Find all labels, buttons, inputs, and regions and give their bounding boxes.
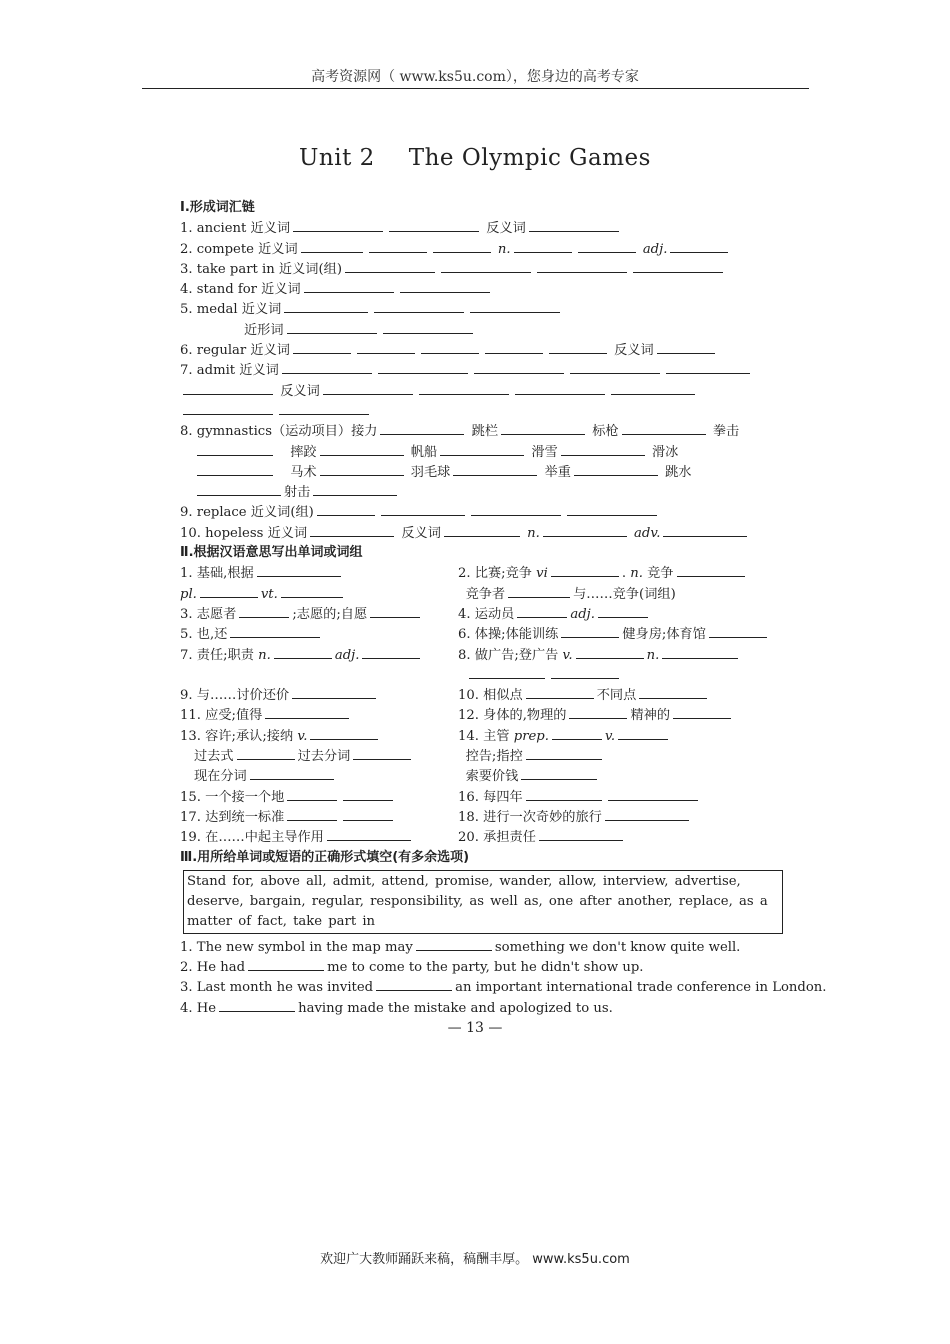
answer-blank[interactable] <box>421 340 479 354</box>
item-3-take-part-in: 3. take part in 近义词(组) <box>180 259 785 279</box>
answer-blank[interactable] <box>709 624 767 638</box>
answer-blank[interactable] <box>529 218 619 232</box>
answer-blank[interactable] <box>570 360 660 374</box>
answer-blank[interactable] <box>304 279 394 293</box>
answer-blank[interactable] <box>433 239 491 253</box>
item-7-admit-antonym-cont <box>180 401 785 421</box>
item-2-compete: 2. compete 近义词 n. adj. <box>180 239 785 259</box>
answer-blank[interactable] <box>287 787 337 801</box>
answer-blank[interactable] <box>301 239 363 253</box>
answer-blank[interactable] <box>389 218 479 232</box>
item-6-regular: 6. regular 近义词 反义词 <box>180 340 785 360</box>
item-8-gymnastics-row4: 射击 <box>180 482 785 502</box>
answer-blank[interactable] <box>323 381 413 395</box>
answer-blank[interactable] <box>526 685 594 699</box>
section-2-row-1: 1. 基础,根据 2. 比赛;竞争 vi . n. 竞争 <box>180 563 785 583</box>
answer-blank[interactable] <box>284 299 368 313</box>
answer-blank[interactable] <box>469 665 545 679</box>
answer-blank[interactable] <box>381 502 465 516</box>
answer-blank[interactable] <box>574 462 658 476</box>
section-2-row-8: 11. 应受;值得 12. 身体的,物理的 精神的 <box>180 705 785 725</box>
section-2-row-7: 9. 与……讨价还价 10. 相似点 不同点 <box>180 685 785 705</box>
answer-blank[interactable] <box>561 624 619 638</box>
answer-blank[interactable] <box>197 482 281 496</box>
answer-blank[interactable] <box>567 502 657 516</box>
answer-blank[interactable] <box>293 218 383 232</box>
item-9-replace: 9. replace 近义词(组) <box>180 502 785 522</box>
answer-blank[interactable] <box>248 957 324 971</box>
section-2-row-4: 5. 也,还 6. 体操;体能训练 健身房;体育馆 <box>180 624 785 644</box>
answer-blank[interactable] <box>197 442 273 456</box>
answer-blank[interactable] <box>287 807 337 821</box>
answer-blank[interactable] <box>376 977 452 991</box>
answer-blank[interactable] <box>441 259 531 273</box>
answer-blank[interactable] <box>517 604 567 618</box>
answer-blank[interactable] <box>673 705 731 719</box>
answer-blank[interactable] <box>543 523 627 537</box>
answer-blank[interactable] <box>514 239 572 253</box>
answer-blank[interactable] <box>662 645 738 659</box>
answer-blank[interactable] <box>611 381 695 395</box>
page-title <box>0 145 950 171</box>
item-1-ancient: 1. ancient 近义词 反义词 <box>180 218 785 238</box>
section-2-row-2: pl. vt. 竞争者 与……竞争(词组) <box>180 584 785 604</box>
unit-label: Unit 2 <box>299 145 375 171</box>
answer-blank[interactable] <box>380 421 464 435</box>
answer-blank[interactable] <box>400 279 490 293</box>
answer-blank[interactable] <box>618 726 668 740</box>
item-5-medal: 5. medal 近义词 <box>180 299 785 319</box>
answer-blank[interactable] <box>537 259 627 273</box>
section-2-row-11: 现在分词 索要价钱 <box>180 766 785 786</box>
answer-blank[interactable] <box>183 381 273 395</box>
answer-blank[interactable] <box>383 320 473 334</box>
unit-name: The Olympic Games <box>408 145 651 171</box>
answer-blank[interactable] <box>197 462 273 476</box>
answer-blank[interactable] <box>508 584 570 598</box>
answer-blank[interactable] <box>281 584 343 598</box>
answer-blank[interactable] <box>576 645 644 659</box>
answer-blank[interactable] <box>265 705 349 719</box>
section-2-row-9: 13. 容许;承认;接纳 v. 14. 主管 prep. v. <box>180 726 785 746</box>
answer-blank[interactable] <box>378 360 468 374</box>
answer-blank[interactable] <box>551 563 619 577</box>
answer-blank[interactable] <box>666 360 750 374</box>
answer-blank[interactable] <box>539 827 623 841</box>
answer-blank[interactable] <box>444 523 520 537</box>
section-2-row-13: 17. 达到统一标准 18. 进行一次奇妙的旅行 <box>180 807 785 827</box>
answer-blank[interactable] <box>257 563 341 577</box>
answer-blank[interactable] <box>453 462 537 476</box>
answer-blank[interactable] <box>293 340 351 354</box>
answer-blank[interactable] <box>317 502 375 516</box>
answer-blank[interactable] <box>230 624 320 638</box>
answer-blank[interactable] <box>310 726 378 740</box>
page-number: — 13 — <box>447 1020 503 1036</box>
answer-blank[interactable] <box>598 604 648 618</box>
answer-blank[interactable] <box>521 766 597 780</box>
answer-blank[interactable] <box>471 502 561 516</box>
answer-blank[interactable] <box>357 340 415 354</box>
question-1: 1. The new symbol in the map may something we don't know quite well. <box>180 937 785 957</box>
answer-blank[interactable] <box>419 381 509 395</box>
answer-blank[interactable] <box>370 604 420 618</box>
answer-blank[interactable] <box>274 645 332 659</box>
question-3: 3. Last month he was invited an important international trade conference in London. <box>180 977 785 997</box>
answer-blank[interactable] <box>474 360 564 374</box>
answer-blank[interactable] <box>279 401 369 415</box>
item-7-admit-antonym: 反义词 <box>180 381 785 401</box>
section-2-row-3: 3. 志愿者 ;志愿的;自愿 4. 运动员 adj. <box>180 604 785 624</box>
answer-blank[interactable] <box>310 523 394 537</box>
answer-blank[interactable] <box>578 239 636 253</box>
item-8-gymnastics-row2: 摔跤 帆船 滑雪 滑冰 <box>180 442 785 462</box>
section-2-row-14: 19. 在……中起主导作用 20. 承担责任 <box>180 827 785 847</box>
section-1-heading: Ⅰ.形成词汇链 <box>180 200 255 215</box>
word-bank-box: Stand for, above all, admit, attend, promise, wander, allow, interview, advertise, deserve, bargain, regular, responsibility, as well as, one after another, replace, as a matter of fact, take part in <box>183 870 783 934</box>
answer-blank[interactable] <box>374 299 464 313</box>
answer-blank[interactable] <box>287 320 377 334</box>
item-5-medal-similar-form: 近形词 <box>180 320 785 340</box>
answer-blank[interactable] <box>515 381 605 395</box>
page-footer: 欢迎广大教师踊跃来稿，稿酬丰厚。 www.ks5u.com <box>320 1252 630 1267</box>
section-2-heading: Ⅱ.根据汉语意思写出单词或词组 <box>180 545 363 561</box>
answer-blank[interactable] <box>320 442 404 456</box>
answer-blank[interactable] <box>657 340 715 354</box>
answer-blank[interactable] <box>219 998 295 1012</box>
answer-blank[interactable] <box>343 807 393 821</box>
answer-blank[interactable] <box>200 584 258 598</box>
worksheet-content <box>180 198 827 1018</box>
answer-blank[interactable] <box>663 523 747 537</box>
answer-blank[interactable] <box>526 787 602 801</box>
answer-blank[interactable] <box>569 705 627 719</box>
item-8-gymnastics: 8. gymnastics（运动项目）接力 跳栏 标枪 拳击 <box>180 421 785 441</box>
answer-blank[interactable] <box>551 665 619 679</box>
item-7-admit: 7. admit 近义词 <box>180 360 785 380</box>
section-2-row-12: 15. 一个接一个地 16. 每四年 <box>180 787 785 807</box>
item-10-hopeless: 10. hopeless 近义词 反义词 n. adv. <box>180 523 785 543</box>
section-2-row-5: 7. 责任;职责 n. adj. 8. 做广告;登广告 v. n. <box>180 645 785 665</box>
answer-blank[interactable] <box>440 442 524 456</box>
item-8-gymnastics-row3: 马术 羽毛球 举重 跳水 <box>180 462 785 482</box>
answer-blank[interactable] <box>526 746 602 760</box>
answer-blank[interactable] <box>343 787 393 801</box>
section-2-row-6 <box>180 665 785 685</box>
question-4: 4. He having made the mistake and apologized to us. <box>180 998 785 1018</box>
answer-blank[interactable] <box>183 401 273 415</box>
header-divider <box>142 88 809 89</box>
answer-blank[interactable] <box>282 360 372 374</box>
answer-blank[interactable] <box>677 563 745 577</box>
answer-blank[interactable] <box>561 442 645 456</box>
answer-blank[interactable] <box>552 726 602 740</box>
answer-blank[interactable] <box>250 766 334 780</box>
answer-blank[interactable] <box>485 340 543 354</box>
answer-blank[interactable] <box>237 746 295 760</box>
item-4-stand-for: 4. stand for 近义词 <box>180 279 785 299</box>
answer-blank[interactable] <box>605 807 689 821</box>
answer-blank[interactable] <box>345 259 435 273</box>
question-2: 2. He had me to come to the party, but he didn't show up. <box>180 957 785 977</box>
answer-blank[interactable] <box>622 421 706 435</box>
answer-blank[interactable] <box>608 787 698 801</box>
answer-blank[interactable] <box>549 340 607 354</box>
page-header: 高考资源网（ www.ks5u.com），您身边的高考专家 <box>311 69 639 85</box>
answer-blank[interactable] <box>501 421 585 435</box>
answer-blank[interactable] <box>292 685 376 699</box>
answer-blank[interactable] <box>416 937 492 951</box>
answer-blank[interactable] <box>639 685 707 699</box>
answer-blank[interactable] <box>369 239 427 253</box>
answer-blank[interactable] <box>353 746 411 760</box>
answer-blank[interactable] <box>313 482 397 496</box>
answer-blank[interactable] <box>633 259 723 273</box>
answer-blank[interactable] <box>320 462 404 476</box>
section-3-heading: Ⅲ.用所给单词或短语的正确形式填空(有多余选项) <box>180 849 470 865</box>
answer-blank[interactable] <box>470 299 560 313</box>
section-2-row-10: 过去式 过去分词 控告;指控 <box>180 746 785 766</box>
answer-blank[interactable] <box>239 604 289 618</box>
answer-blank[interactable] <box>327 827 411 841</box>
answer-blank[interactable] <box>362 645 420 659</box>
answer-blank[interactable] <box>670 239 728 253</box>
